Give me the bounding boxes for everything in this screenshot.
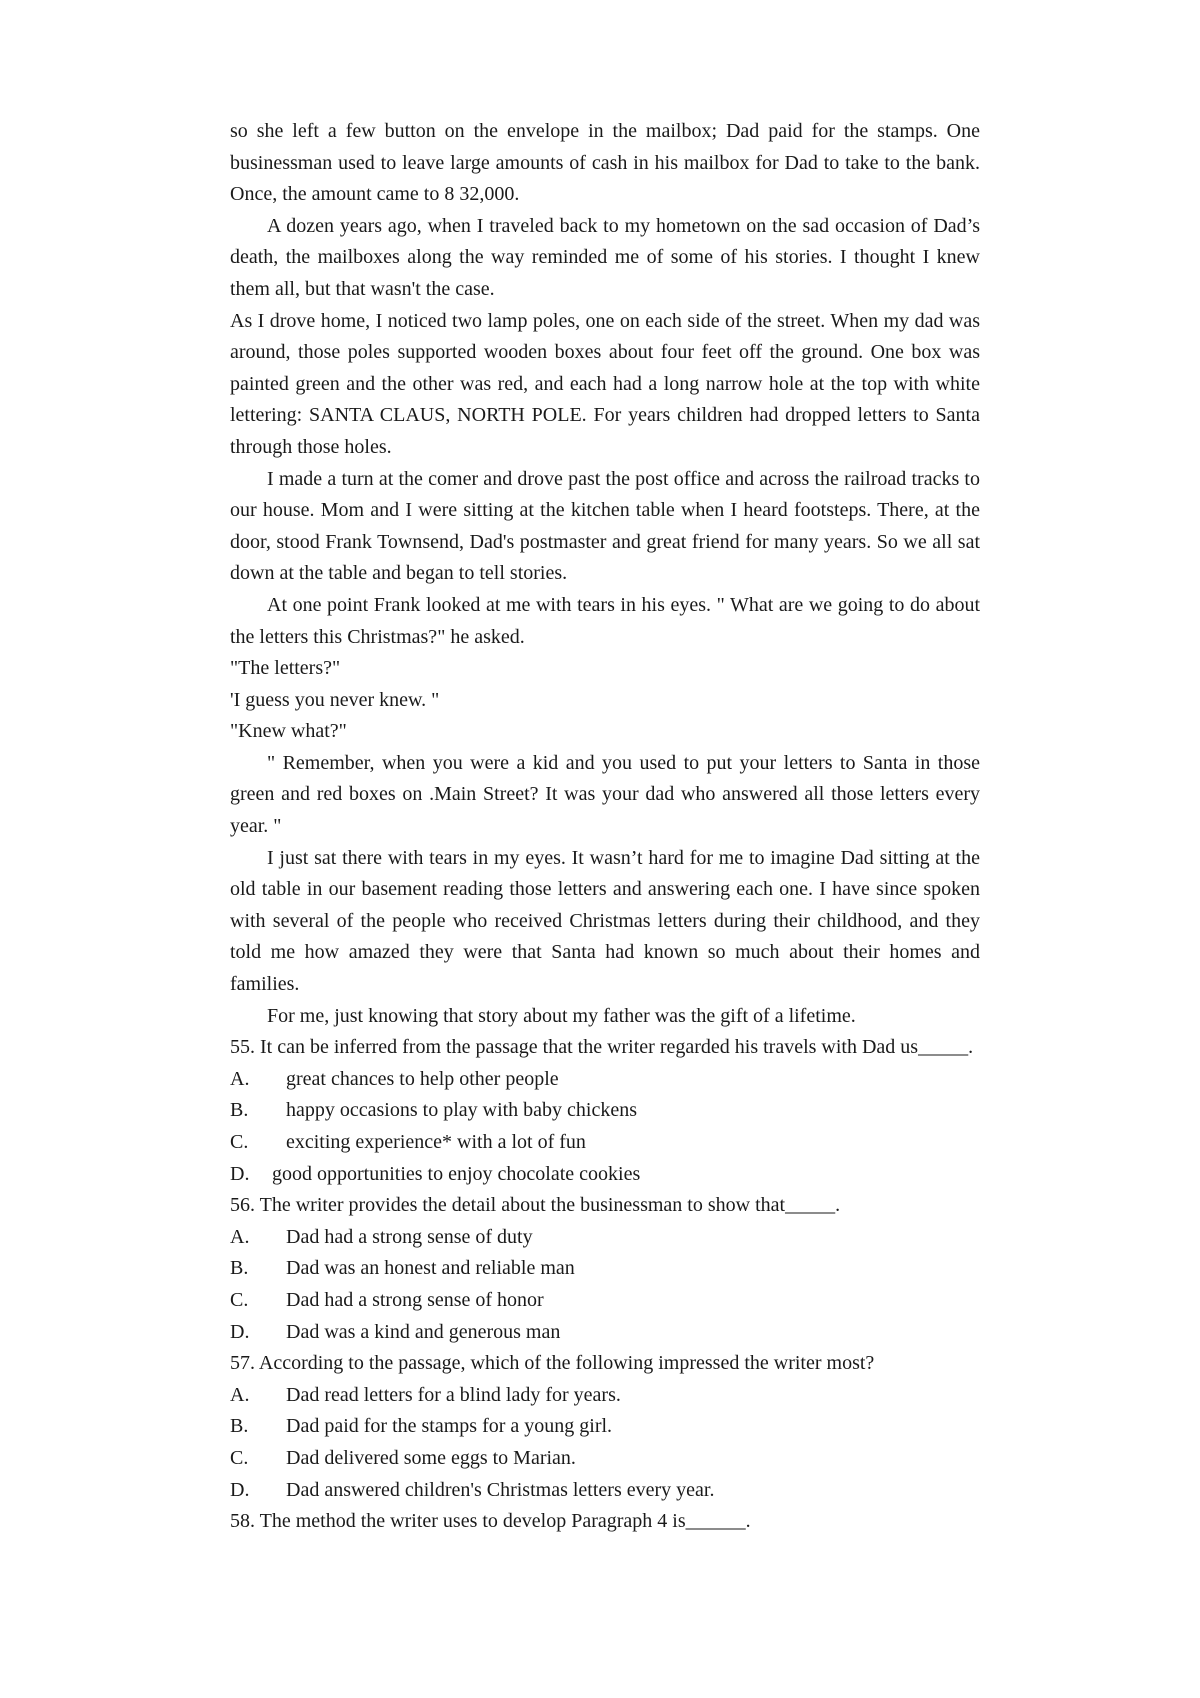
option-letter: C. [230,1131,249,1153]
option-text: Dad answered children's Christmas letters every year. [286,1478,715,1501]
answer-option [230,1159,980,1191]
option-text: great chances to help other people [286,1067,559,1090]
option-text: Dad delivered some eggs to Marian. [286,1446,576,1469]
answer-option [230,1317,980,1349]
answer-option [230,1064,980,1096]
option-text: Dad was an honest and reliable man [286,1257,575,1280]
option-letter: B. [230,1257,249,1280]
question-stem: 58. The method the writer uses to develop Paragraph 4 is______. [230,1510,751,1533]
passage-paragraph: A dozen years ago, when I traveled back to my hometown on the sad occasion of Dad’s death, the mailboxes along the way reminded me of some of his stories. I thought I knew them all, but that wasn't the case. [230,214,980,300]
passage-paragraph: so she left a few button on the envelope in the mailbox; Dad paid for the stamps. One businessman used to leave large amounts of cash in his mailbox for Dad to take to the bank. Once, the amount came to 8 32,000. [230,120,980,206]
answer-option [230,1095,980,1127]
question-56 [230,1190,980,1348]
dialogue-line: 'I guess you never knew. " [230,688,440,711]
option-text: exciting experience* with a lot of fun [286,1131,586,1153]
option-letter: A. [230,1383,250,1406]
option-letter: A. [230,1225,250,1248]
option-text: happy occasions to play with baby chickens [286,1099,638,1122]
answer-option [230,1127,980,1159]
option-text: Dad had a strong sense of duty [286,1225,533,1248]
option-text: Dad had a strong sense of honor [286,1288,544,1311]
answer-option [230,1443,980,1475]
option-letter: B. [230,1099,249,1122]
question-stem: 57. According to the passage, which of the following impressed the writer most? [230,1352,875,1375]
passage-paragraph: " Remember, when you were a kid and you used to put your letters to Santa in those green and red boxes on .Main Street? It was your dad who answered all those letters every year. " [230,751,980,838]
option-text: good opportunities to enjoy chocolate cookies [272,1162,641,1185]
document-page [230,116,980,1538]
answer-option [230,1285,980,1317]
passage [230,116,980,1032]
answer-option [230,1411,980,1443]
answer-option [230,1380,980,1412]
option-text: Dad paid for the stamps for a young girl. [286,1415,613,1438]
answer-option [230,1222,980,1254]
option-letter: C. [230,1288,249,1311]
option-letter: D. [230,1320,250,1343]
question-55 [230,1032,980,1190]
option-letter: D. [230,1162,250,1185]
question-57 [230,1348,980,1506]
passage-paragraph: For me, just knowing that story about my father was the gift of a lifetime. [267,1004,856,1027]
answer-option [230,1253,980,1285]
option-letter: B. [230,1415,249,1438]
option-text: Dad was a kind and generous man [286,1320,561,1343]
option-text: Dad read letters for a blind lady for years. [286,1383,621,1406]
answer-option [230,1475,980,1507]
passage-paragraph: At one point Frank looked at me with tears in his eyes. " What are we going to do about the letters this Christmas?" he asked. [230,593,980,648]
passage-paragraph: I just sat there with tears in my eyes. It wasn’t hard for me to imagine Dad sitting at the old table in our basement reading those letters and answering each one. I have since spoken with several of the people who received Christmas letters during their childhood, and they told me how amazed they were that Santa had known so much about their homes and families. [230,846,980,996]
dialogue-line: "Knew what?" [230,720,347,743]
option-letter: C. [230,1446,249,1469]
question-stem: 56. The writer provides the detail about the businessman to show that_____. [230,1194,841,1217]
passage-paragraph: I made a turn at the comer and drove past the post office and across the railroad tracks to our house. Mom and I were sitting at the kitchen table when I heard footsteps. There, at the door, stood Frank Townsend, Dad's postmaster and great friend for many years. So we all sat down at the table and began to tell stories. [230,467,980,585]
option-letter: D. [230,1478,250,1501]
dialogue-line: "The letters?" [230,657,341,680]
option-letter: A. [230,1067,250,1090]
question-58 [230,1506,980,1538]
question-stem: 55. It can be inferred from the passage that the writer regarded his travels with Dad us_____. [230,1036,974,1059]
passage-paragraph: As I drove home, I noticed two lamp poles, one on each side of the street. When my dad was around, those poles supported wooden boxes about four feet off the ground. One box was painted green and the other was red, and each had a long narrow hole at the top with white lettering: SANTA CLAUS, NORTH POLE. For years children had dropped letters to Santa through those holes. [230,309,980,458]
